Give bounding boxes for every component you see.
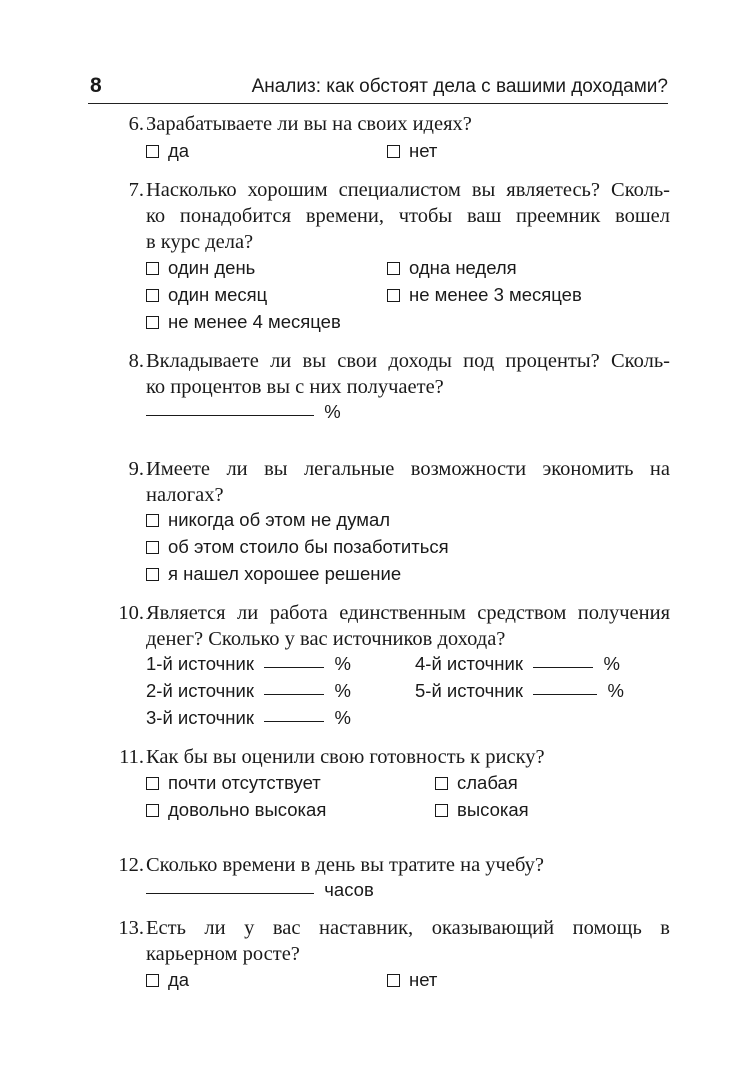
option-fairly-high[interactable] (146, 798, 326, 822)
question-number: 7. (128, 179, 144, 201)
question-text (146, 348, 670, 400)
question-text (146, 744, 670, 770)
option-label: одна неделя (409, 257, 517, 278)
checkbox-icon[interactable] (146, 541, 159, 554)
source-4 (415, 652, 620, 676)
option-yes[interactable] (146, 968, 189, 992)
checkbox-icon[interactable] (146, 777, 159, 790)
option-high[interactable] (435, 798, 529, 822)
option-never-thought[interactable] (146, 508, 390, 532)
checkbox-icon[interactable] (387, 262, 400, 275)
source-label: 2-й источник (146, 680, 254, 701)
checkbox-icon[interactable] (387, 974, 400, 987)
checkbox-icon[interactable] (146, 804, 159, 817)
checkbox-icon[interactable] (435, 804, 448, 817)
source-label: 5-й источник (415, 680, 523, 701)
option-label: не менее 4 месяцев (168, 311, 341, 332)
checkbox-icon[interactable] (387, 145, 400, 158)
hours-answer (146, 878, 374, 902)
question-text (146, 177, 670, 255)
unit-label: % (334, 680, 351, 701)
option-label: об этом стоило бы позаботиться (168, 536, 449, 557)
checkbox-icon[interactable] (387, 289, 400, 302)
running-title: Анализ: как обстоят дела с вашими доходами? (251, 76, 668, 97)
option-no[interactable] (387, 968, 437, 992)
question-text (146, 600, 670, 652)
option-label: я нашел хорошее решение (168, 563, 402, 584)
checkbox-icon[interactable] (146, 262, 159, 275)
checkbox-icon[interactable] (146, 514, 159, 527)
answer-blank[interactable] (146, 892, 314, 894)
page-number: 8 (90, 74, 102, 97)
option-label: один месяц (168, 284, 268, 305)
unit-label: % (324, 401, 341, 422)
question-line: Имеете ли вы легальные возможности экономить на (146, 458, 670, 480)
question-line: Зарабатываете ли вы на своих идеях? (146, 113, 472, 135)
unit-label: % (603, 653, 620, 674)
question-text (146, 852, 670, 878)
question-number: 9. (128, 458, 144, 480)
checkbox-icon[interactable] (146, 974, 159, 987)
question-line: ко понадобится времени, чтобы ваш преемник вошел (146, 205, 670, 227)
checkbox-icon[interactable] (146, 289, 159, 302)
option-label: один день (168, 257, 256, 278)
question-line: Есть ли у вас наставник, оказывающий помощь в (146, 917, 670, 939)
question-line: Насколько хорошим специалистом вы являетесь? Сколь- (146, 179, 670, 201)
question-line: налогах? (146, 484, 224, 506)
question-number: 11. (119, 746, 144, 768)
option-3-months[interactable] (387, 283, 582, 307)
option-one-month[interactable] (146, 283, 267, 307)
question-line: Как бы вы оценили свою готовность к риску? (146, 746, 545, 768)
option-label: почти отсутствует (168, 772, 321, 793)
option-one-day[interactable] (146, 256, 255, 280)
question-line: Сколько времени в день вы тратите на учебу? (146, 854, 544, 876)
option-almost-none[interactable] (146, 771, 321, 795)
question-number: 8. (128, 350, 144, 372)
source-label: 4-й источник (415, 653, 523, 674)
option-4-months[interactable] (146, 310, 341, 334)
header-rule (88, 103, 668, 104)
unit-label: % (607, 680, 624, 701)
option-label: нет (409, 969, 438, 990)
unit-label: часов (324, 879, 374, 900)
percent-answer (146, 400, 341, 424)
option-weak[interactable] (435, 771, 518, 795)
page-header (88, 72, 668, 102)
question-text (146, 111, 670, 137)
question-line: ко процентов вы с них получаете? (146, 376, 444, 398)
option-label: довольно высокая (168, 799, 327, 820)
unit-label: % (334, 653, 351, 674)
answer-blank[interactable] (264, 693, 324, 695)
source-3 (146, 706, 351, 730)
question-line: Является ли работа единственным средством получения (146, 602, 670, 624)
answer-blank[interactable] (533, 693, 597, 695)
question-number: 13. (118, 917, 144, 939)
question-line: карьерном росте? (146, 943, 300, 965)
answer-blank[interactable] (264, 666, 324, 668)
option-label: не менее 3 месяцев (409, 284, 582, 305)
option-yes[interactable] (146, 139, 189, 163)
option-label: высокая (457, 799, 529, 820)
checkbox-icon[interactable] (146, 568, 159, 581)
option-label: никогда об этом не думал (168, 509, 391, 530)
checkbox-icon[interactable] (146, 316, 159, 329)
question-number: 10. (118, 602, 144, 624)
source-1 (146, 652, 351, 676)
option-label: да (168, 140, 190, 161)
unit-label: % (334, 707, 351, 728)
question-number: 12. (118, 854, 144, 876)
option-found-solution[interactable] (146, 562, 401, 586)
source-label: 1-й источник (146, 653, 254, 674)
option-no[interactable] (387, 139, 437, 163)
checkbox-icon[interactable] (146, 145, 159, 158)
question-line: Вкладываете ли вы свои доходы под проценты? Сколь- (146, 350, 670, 372)
checkbox-icon[interactable] (435, 777, 448, 790)
option-label: нет (409, 140, 438, 161)
answer-blank[interactable] (264, 720, 324, 722)
question-line: денег? Сколько у вас источников дохода? (146, 628, 506, 650)
source-label: 3-й источник (146, 707, 254, 728)
question-number: 6. (128, 113, 144, 135)
option-should-care[interactable] (146, 535, 449, 559)
question-line: в курс дела? (146, 231, 254, 253)
question-text (146, 915, 670, 967)
option-label: да (168, 969, 190, 990)
question-text (146, 456, 670, 508)
source-2 (146, 679, 351, 703)
answer-blank[interactable] (146, 414, 314, 416)
option-label: слабая (457, 772, 518, 793)
source-5 (415, 679, 624, 703)
answer-blank[interactable] (533, 666, 593, 668)
option-one-week[interactable] (387, 256, 517, 280)
